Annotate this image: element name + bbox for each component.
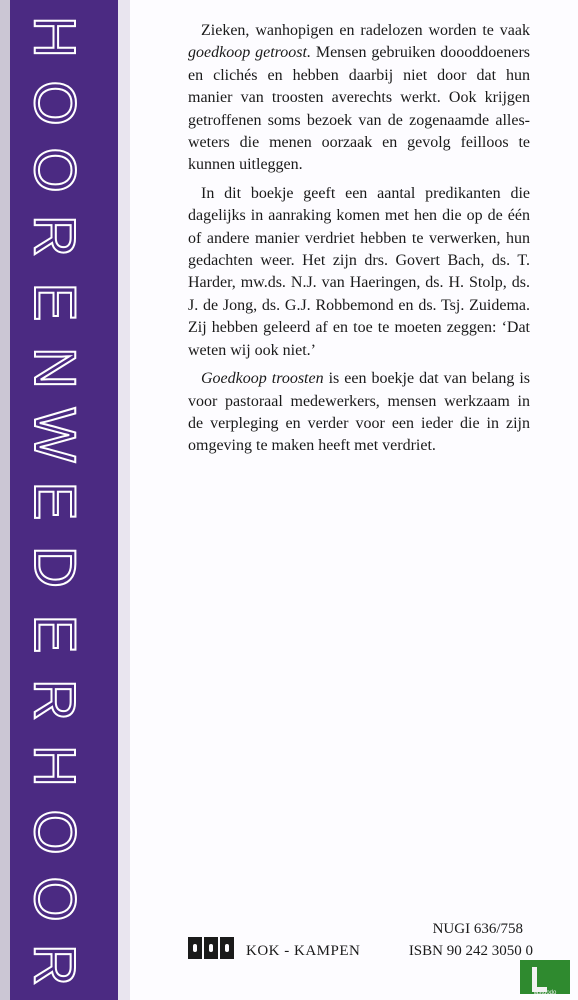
spine-letter: O [22, 80, 87, 126]
spine-letter: E [22, 614, 87, 653]
spine-letter: E [22, 481, 87, 521]
isbn-code: ISBN 90 242 3050 0 [408, 943, 533, 959]
spine-letter: O [22, 147, 87, 193]
spine-letter: R [22, 943, 87, 986]
cover-outer-edge [0, 0, 10, 1000]
spine-title [10, 18, 118, 984]
spine-letter: W [22, 407, 87, 463]
blurb-paragraph-2: In dit boekje geeft een aantal predikanten die dagelijks in aanraking komen met hen die op de één of andere manier verdriet hebben te verwerken, hun gedachten weer. Het zijn drs. Govert Bach, ds. T. Harder, mw.ds. N.J. van Haeringen, ds. H. Stolp, ds. J. de Jong, ds. G.J. Robbemond en ds. Tsj. Zuidema. Zij hebben geleerd af en toe te moeten zeggen: ‘Dat weten wij ook niet.’ [188, 184, 530, 359]
blurb-paragraph-1: Zieken, wanhopigen en radelozen worden te vaak goedkoop getroost. Mensen gebruiken doooddoeners en clichés en hebben daarbij niet door dat hun manier van troosten averechts werkt. Ook krijgen getroffenen soms bezoek van de zogenaamde alles-weters die menen oorzaak en gevolg feilloos te kunnen uitleggen. [188, 22, 531, 174]
spine-letter: N [22, 347, 87, 390]
spine-edge [118, 0, 130, 1000]
lastdodo-sticker-icon [520, 960, 570, 994]
publisher-name: KOK - KAMPEN [246, 943, 361, 959]
cover-footer [188, 919, 533, 969]
spine-letter: H [22, 16, 87, 58]
spine-letter: H [22, 745, 87, 788]
logo-segment [204, 937, 218, 959]
spine-letter: R [22, 214, 87, 257]
spine-letter: R [22, 678, 87, 721]
spine-letter: O [22, 876, 87, 922]
spine-letter: D [22, 546, 87, 589]
nugi-code: NUGI 636/758 [432, 921, 523, 937]
kok-logo-icon [188, 937, 234, 959]
logo-segment [188, 937, 202, 959]
spine-letter: E [22, 282, 87, 322]
spine-letter: O [22, 809, 87, 855]
blurb-paragraph-3: Goedkoop troosten is een boekje dat van belang is voor pastoraal medewerkers, mensen werkzaam in de verpleging en verder voor een ieder die in zijn omgeving te maken heeft met verdriet. [188, 370, 531, 455]
blurb-text [188, 20, 530, 458]
sticker-text: lastdodo [533, 990, 557, 996]
logo-segment [220, 937, 234, 959]
